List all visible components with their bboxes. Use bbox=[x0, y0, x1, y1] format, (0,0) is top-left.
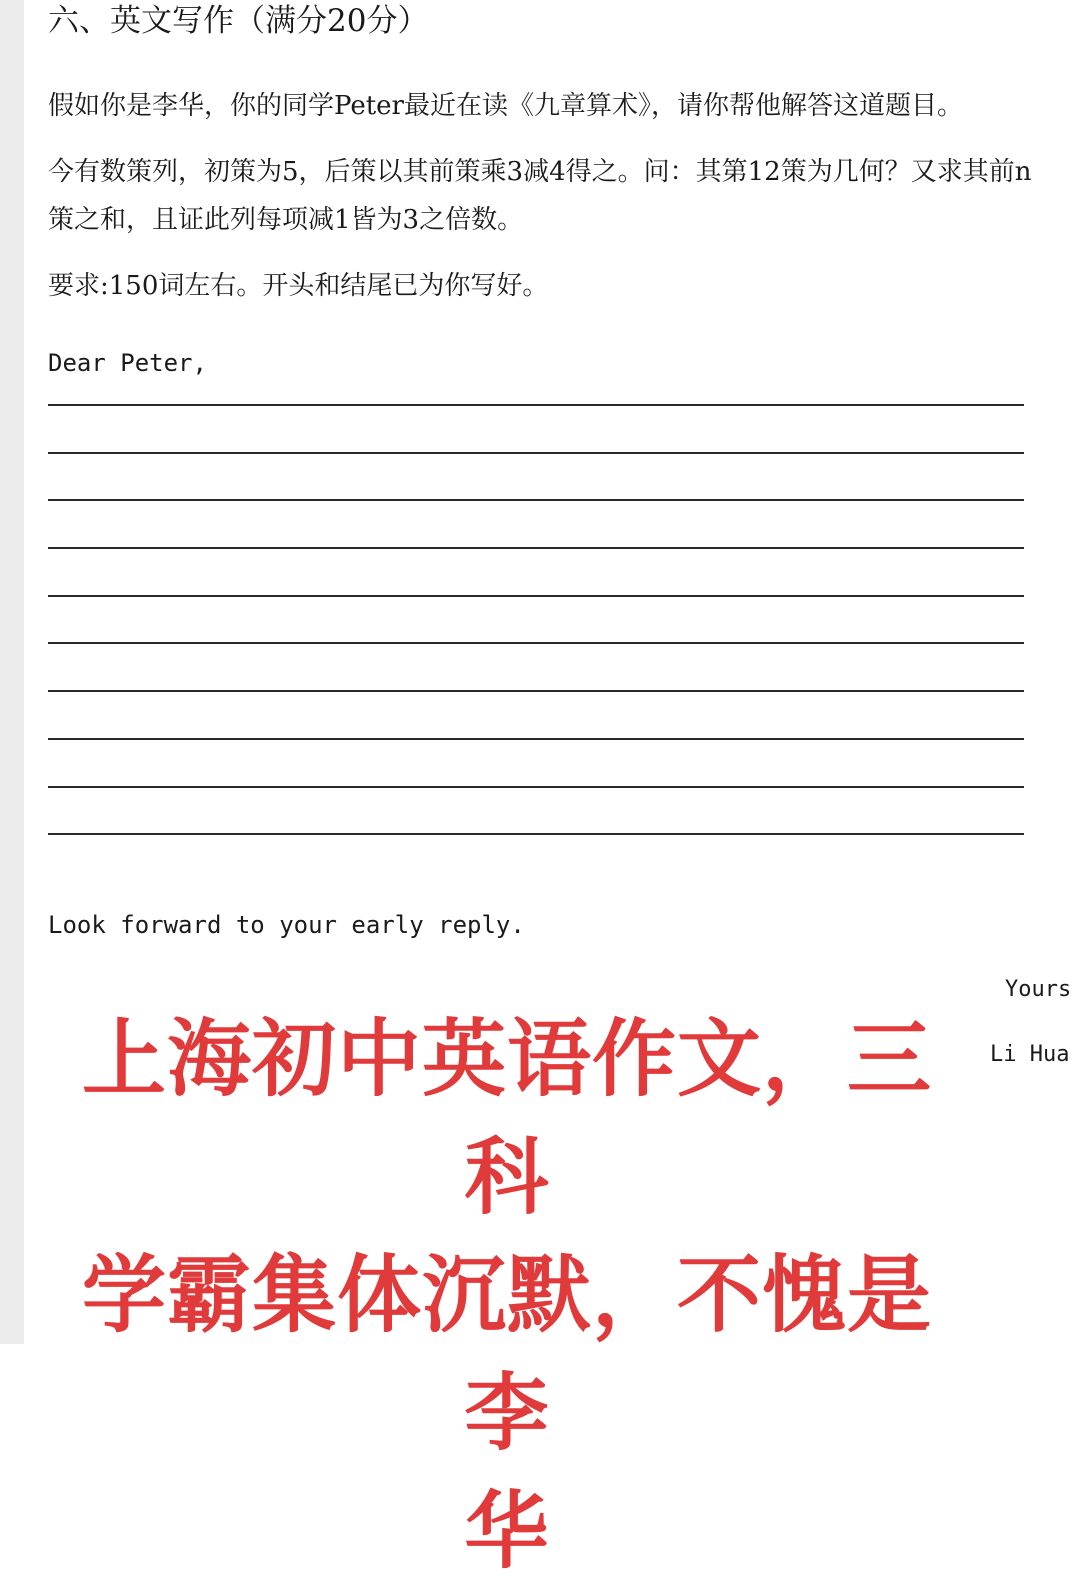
writing-line bbox=[48, 499, 1024, 501]
writing-line bbox=[48, 595, 1024, 597]
writing-line bbox=[48, 642, 1024, 644]
letter-signer: Li Hua bbox=[990, 1042, 1070, 1067]
prompt-intro: 假如你是李华，你的同学Peter最近在读《九章算术》，请你帮他解答这道题目。 bbox=[48, 91, 963, 121]
prompt-requirement: 要求:150词左右。开头和结尾已为你写好。 bbox=[48, 271, 549, 301]
letter-greeting: Dear Peter, bbox=[48, 349, 207, 377]
overlay-caption bbox=[42, 1000, 972, 1590]
writing-line bbox=[48, 690, 1024, 692]
page-margin-strip bbox=[0, 0, 24, 1344]
letter-sign-off: Yours bbox=[1005, 977, 1072, 1002]
writing-line bbox=[48, 547, 1024, 549]
caption-line-1: 上海初中英语作文，三科 bbox=[81, 1010, 932, 1226]
writing-line bbox=[48, 404, 1024, 406]
writing-line bbox=[48, 786, 1024, 788]
writing-line bbox=[48, 738, 1024, 740]
letter-closing: Look forward to your early reply. bbox=[48, 911, 525, 939]
section-title: 六、英文写作（满分20分） bbox=[48, 3, 429, 39]
prompt-problem bbox=[48, 148, 1058, 244]
writing-line bbox=[48, 833, 1024, 835]
problem-line-2: 策之和，且证此列每项减1皆为3之倍数。 bbox=[48, 205, 524, 235]
caption-line-3: 华 bbox=[464, 1482, 550, 1580]
writing-line bbox=[48, 452, 1024, 454]
problem-line-1: 今有数策列，初策为5，后策以其前策乘3减4得之。问：其第12策为几何？又求其前n bbox=[48, 157, 1032, 187]
caption-line-2: 学霸集体沉默，不愧是李 bbox=[81, 1246, 932, 1462]
